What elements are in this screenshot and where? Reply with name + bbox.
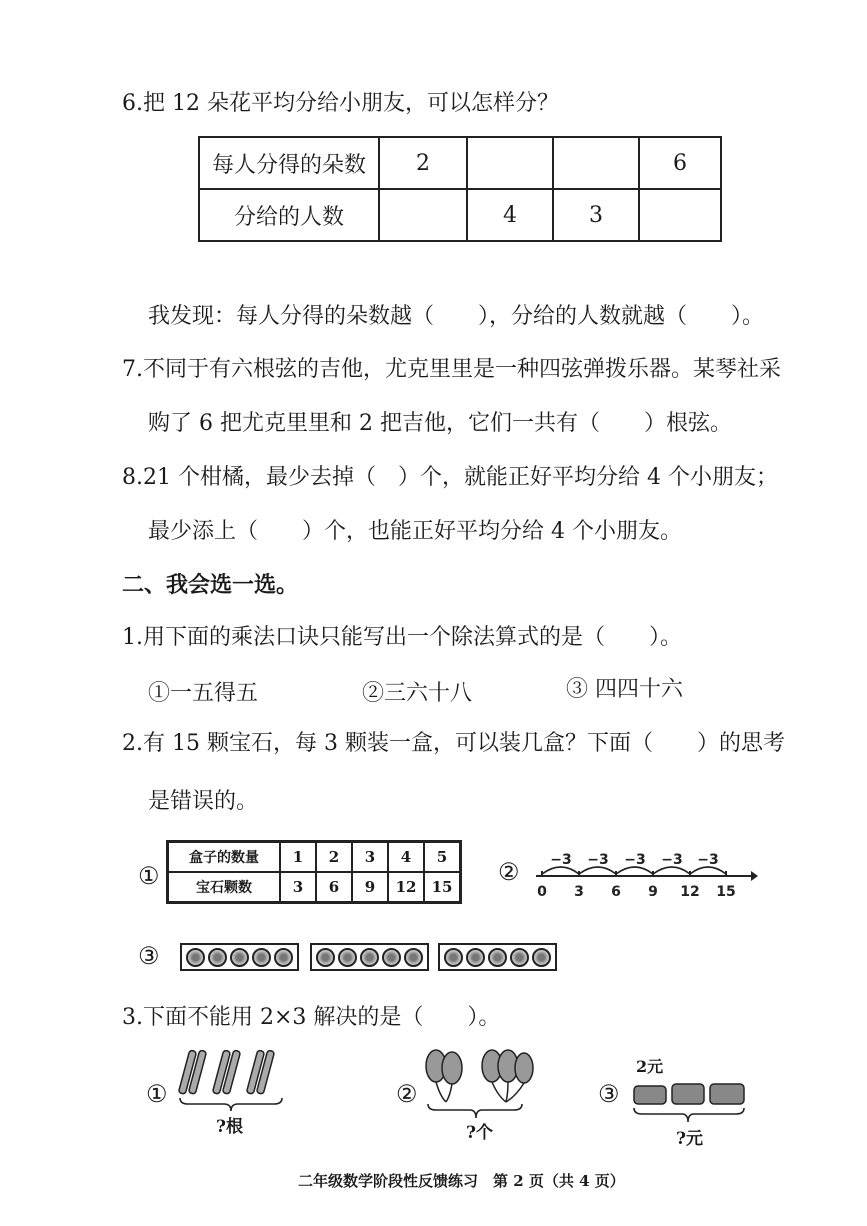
table-header-boxes: 盒子的数量 [168, 842, 281, 873]
c3-option-2-label: ?个 [466, 1123, 493, 1143]
table-cell: 9 [352, 872, 388, 903]
c3-option-3-mark: ③ [598, 1080, 620, 1108]
step-label: −3 [550, 852, 572, 868]
gem-box [438, 943, 557, 971]
sticks-icon [176, 1044, 286, 1114]
c2-option-3-mark: ③ [138, 942, 160, 970]
page-footer: 二年级数学阶段性反馈练习 第 2 页（共 4 页） [298, 1172, 625, 1190]
c3-option-3-label: ?元 [676, 1129, 703, 1149]
step-label: −3 [587, 852, 609, 868]
tick-label: 0 [537, 884, 547, 900]
tick-label: 6 [611, 884, 621, 900]
row1-cell: 6 [639, 137, 721, 189]
q6-finding: 我发现：每人分得的朵数越（ ），分给的人数就越（ ）。 [148, 304, 765, 329]
tick-label: 3 [574, 884, 584, 900]
q6-table [198, 136, 722, 242]
c3-option-1-mark: ① [146, 1080, 168, 1108]
step-label: −3 [697, 852, 719, 868]
gem-box [180, 943, 299, 971]
items-icon [630, 1072, 750, 1128]
tick-label: 12 [680, 884, 700, 900]
tick-label: 9 [648, 884, 658, 900]
gem-icon [532, 948, 551, 967]
gem-box [310, 943, 429, 971]
table-header-gems: 宝石颗数 [168, 872, 281, 903]
c2-line1: 2.有 15 颗宝石，每 3 颗装一盒，可以装几盒？下面（ ）的思考 [122, 731, 785, 756]
table-cell: 2 [316, 842, 352, 873]
c3-option-1-label: ?根 [216, 1117, 243, 1137]
c1-text: 1.用下面的乘法口诀只能写出一个除法算式的是（ ）。 [122, 625, 682, 650]
table-cell: 4 [388, 842, 424, 873]
table-cell: 5 [424, 842, 461, 873]
row2-cell: 3 [553, 189, 639, 241]
row1-cell: 2 [379, 137, 467, 189]
table-cell: 12 [388, 872, 424, 903]
number-line-arrow [751, 871, 758, 881]
c3-text: 3.下面不能用 2×3 解决的是（ ）。 [122, 1005, 501, 1030]
gem-icon [444, 948, 463, 967]
row2-cell: 4 [467, 189, 553, 241]
q6-text: 6.把 12 朵花平均分给小朋友，可以怎样分？ [122, 91, 559, 116]
gem-icon [466, 948, 485, 967]
gem-icon [338, 948, 357, 967]
gem-icon [404, 948, 423, 967]
table-cell: 3 [280, 872, 316, 903]
c1-option-3: ③ 四四十六 [566, 677, 683, 702]
gem-icon [186, 948, 205, 967]
step-label: −3 [624, 852, 646, 868]
table-cell: 3 [352, 842, 388, 873]
row1-cell [553, 137, 639, 189]
fruit-bunches-icon [418, 1044, 542, 1122]
section-title: 二、我会选一选。 [122, 572, 299, 598]
table-cell: 1 [280, 842, 316, 873]
row2-label: 分给的人数 [199, 189, 379, 241]
gem-icon [360, 948, 379, 967]
number-line [526, 840, 758, 904]
c2-option-1-mark: ① [138, 862, 160, 890]
gem-icon [316, 948, 335, 967]
number-line-arcs [542, 867, 726, 874]
c3-option-3-price: 2元 [636, 1057, 664, 1076]
gem-icon [230, 948, 249, 967]
gem-icon [510, 948, 529, 967]
row2-cell [639, 189, 721, 241]
c2-option-2-mark: ② [498, 858, 520, 886]
q8-line1: 8.21 个柑橘，最少去掉（ ）个，就能正好平均分给 4 个小朋友； [122, 465, 778, 490]
table-cell: 15 [424, 872, 461, 903]
gem-icon [208, 948, 227, 967]
tick-label: 15 [716, 884, 736, 900]
c1-option-1: ①一五得五 [148, 681, 259, 706]
gem-icon [252, 948, 271, 967]
c3-option-2-mark: ② [396, 1080, 418, 1108]
c2-line2: 是错误的。 [148, 789, 259, 814]
c2-option-1-table [166, 840, 462, 904]
row1-label: 每人分得的朵数 [199, 137, 379, 189]
gem-icon [488, 948, 507, 967]
row1-cell [467, 137, 553, 189]
c1-option-2: ②三六十八 [362, 681, 473, 706]
q8-line2: 最少添上（ ）个，也能正好平均分给 4 个小朋友。 [148, 519, 682, 544]
gem-icon [274, 948, 293, 967]
table-cell: 6 [316, 872, 352, 903]
q7-line2: 购了 6 把尤克里里和 2 把吉他，它们一共有（ ）根弦。 [148, 411, 732, 436]
gem-icon [382, 948, 401, 967]
step-label: −3 [661, 852, 683, 868]
q7-line1: 7.不同于有六根弦的吉他，尤克里里是一种四弦弹拨乐器。某琴社采 [122, 357, 781, 382]
row2-cell [379, 189, 467, 241]
